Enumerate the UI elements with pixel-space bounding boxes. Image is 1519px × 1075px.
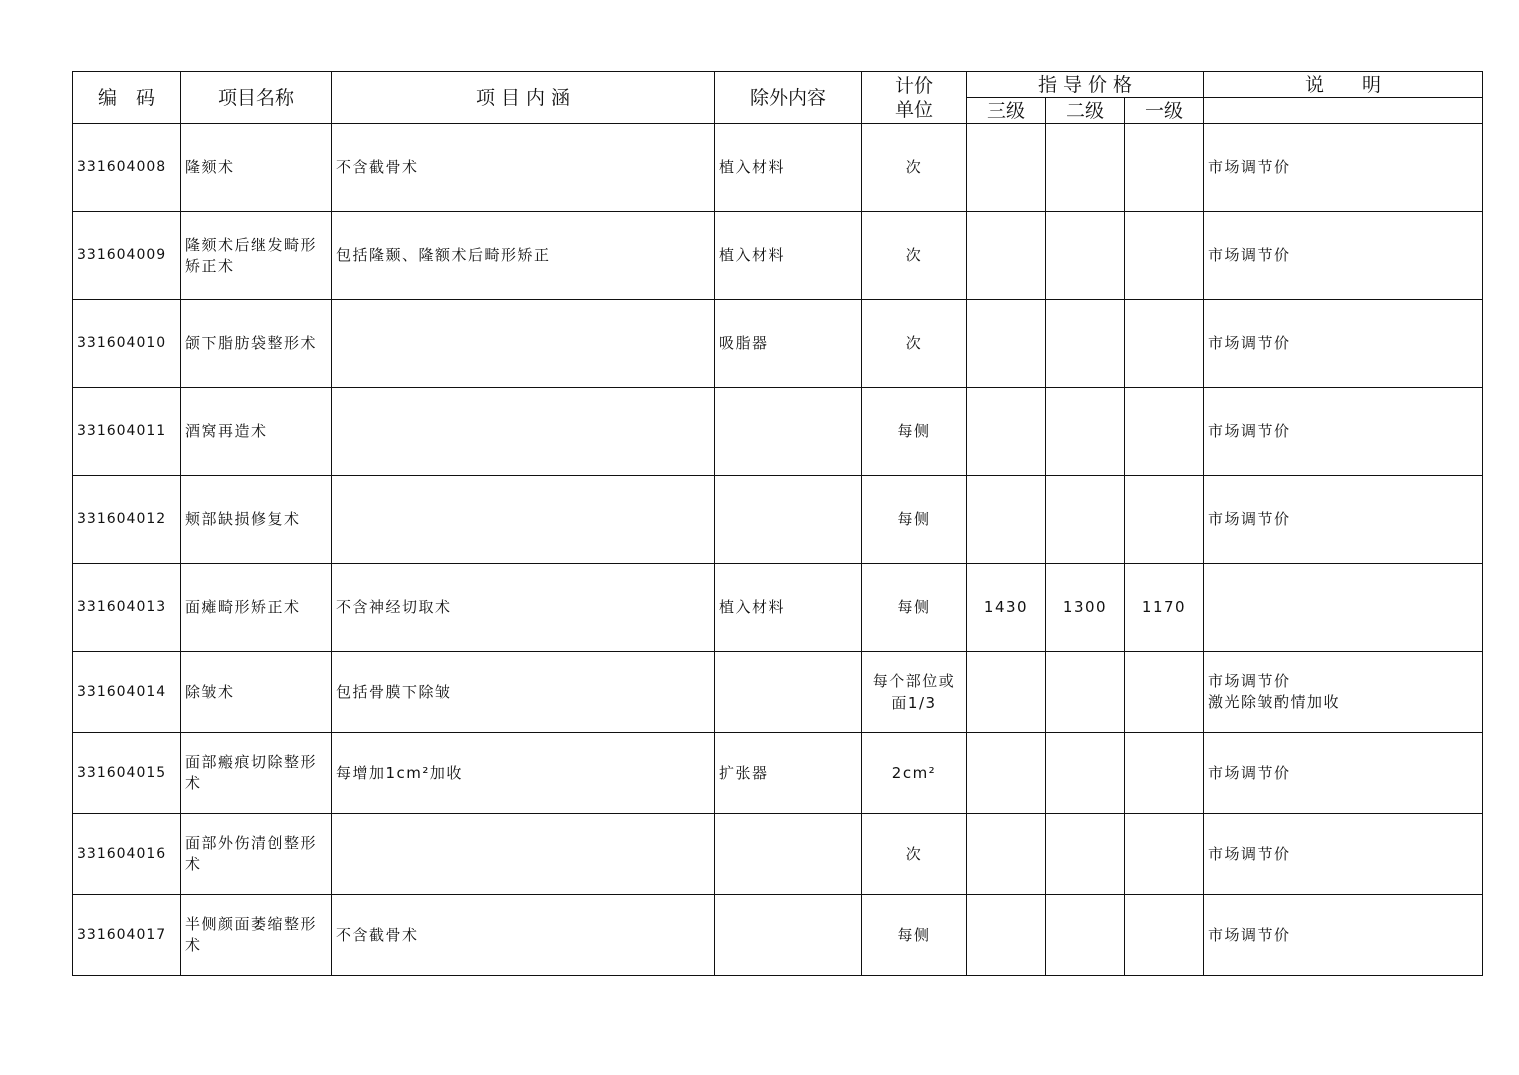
cell-exclusions — [715, 388, 862, 476]
cell-price-level3 — [967, 124, 1046, 212]
cell-notes — [1204, 564, 1483, 652]
cell-content: 不含截骨术 — [332, 895, 715, 976]
table-header — [73, 72, 1483, 124]
cell-price-level3 — [967, 476, 1046, 564]
cell-exclusions: 扩张器 — [715, 733, 862, 814]
header-notes: 说 明 — [1204, 72, 1483, 98]
cell-exclusions: 植入材料 — [715, 124, 862, 212]
cell-price-level2 — [1046, 124, 1125, 212]
cell-code: 331604008 — [73, 124, 181, 212]
header-unit — [862, 72, 967, 124]
header-level3: 三级 — [967, 98, 1046, 124]
table-row — [73, 124, 1483, 212]
cell-unit: 次 — [862, 300, 967, 388]
cell-exclusions — [715, 652, 862, 733]
cell-item-name: 颊部缺损修复术 — [181, 476, 332, 564]
cell-item-name: 半侧颜面萎缩整形术 — [181, 895, 332, 976]
cell-price-level3 — [967, 300, 1046, 388]
cell-price-level2 — [1046, 212, 1125, 300]
table-row — [73, 212, 1483, 300]
header-unit-line2: 单位 — [894, 98, 933, 121]
header-level2: 二级 — [1046, 98, 1125, 124]
cell-price-level2: 1300 — [1046, 564, 1125, 652]
header-exclusions: 除外内容 — [715, 72, 862, 124]
cell-price-level3 — [967, 895, 1046, 976]
cell-item-name: 面部瘢痕切除整形术 — [181, 733, 332, 814]
price-table — [72, 71, 1483, 976]
cell-price-level1 — [1125, 814, 1204, 895]
note-line: 市场调节价 — [1208, 510, 1291, 528]
note-line: 市场调节价 — [1208, 844, 1291, 863]
cell-notes — [1204, 388, 1483, 476]
cell-unit: 每个部位或面1/3 — [862, 652, 967, 733]
table-row — [73, 300, 1483, 388]
table-row — [73, 814, 1483, 895]
cell-content — [332, 388, 715, 476]
note-line: 市场调节价 — [1208, 334, 1291, 352]
cell-code: 331604016 — [73, 814, 181, 895]
cell-code: 331604010 — [73, 300, 181, 388]
table-row — [73, 733, 1483, 814]
cell-item-name: 面部外伤清创整形术 — [181, 814, 332, 895]
cell-notes — [1204, 814, 1483, 895]
table-row — [73, 476, 1483, 564]
note-line: 市场调节价 — [1208, 422, 1291, 440]
cell-price-level1 — [1125, 652, 1204, 733]
note-line: 市场调节价 — [1208, 672, 1291, 690]
cell-exclusions — [715, 895, 862, 976]
cell-item-name: 除皱术 — [181, 652, 332, 733]
cell-price-level2 — [1046, 733, 1125, 814]
cell-content — [332, 476, 715, 564]
note-line: 市场调节价 — [1208, 158, 1291, 176]
cell-code: 331604011 — [73, 388, 181, 476]
cell-unit: 2cm² — [862, 733, 967, 814]
table-row — [73, 564, 1483, 652]
cell-price-level1 — [1125, 300, 1204, 388]
cell-price-level3 — [967, 212, 1046, 300]
cell-price-level2 — [1046, 388, 1125, 476]
cell-content: 不含截骨术 — [332, 124, 715, 212]
cell-notes — [1204, 300, 1483, 388]
cell-unit: 每侧 — [862, 388, 967, 476]
header-code: 编 码 — [73, 72, 181, 124]
cell-price-level2 — [1046, 814, 1125, 895]
header-level1: 一级 — [1125, 98, 1204, 124]
cell-code: 331604014 — [73, 652, 181, 733]
cell-notes — [1204, 733, 1483, 814]
cell-price-level3 — [967, 814, 1046, 895]
cell-item-name: 隆颏术后继发畸形矫正术 — [181, 212, 332, 300]
note-line: 激光除皱酌情加收 — [1208, 693, 1341, 711]
cell-exclusions: 植入材料 — [715, 564, 862, 652]
table-row — [73, 652, 1483, 733]
cell-code: 331604017 — [73, 895, 181, 976]
cell-code: 331604012 — [73, 476, 181, 564]
cell-code: 331604015 — [73, 733, 181, 814]
cell-unit: 每侧 — [862, 564, 967, 652]
cell-price-level3 — [967, 733, 1046, 814]
cell-exclusions: 植入材料 — [715, 212, 862, 300]
cell-notes — [1204, 124, 1483, 212]
cell-content — [332, 300, 715, 388]
cell-price-level2 — [1046, 895, 1125, 976]
table-row — [73, 895, 1483, 976]
cell-notes — [1204, 476, 1483, 564]
cell-item-name: 隆颏术 — [181, 124, 332, 212]
cell-item-name: 颌下脂肪袋整形术 — [181, 300, 332, 388]
cell-price-level1 — [1125, 212, 1204, 300]
cell-notes — [1204, 212, 1483, 300]
cell-price-level2 — [1046, 652, 1125, 733]
cell-price-level1 — [1125, 476, 1204, 564]
cell-unit: 次 — [862, 814, 967, 895]
cell-price-level1 — [1125, 895, 1204, 976]
cell-exclusions: 吸脂器 — [715, 300, 862, 388]
cell-unit: 次 — [862, 212, 967, 300]
cell-exclusions — [715, 476, 862, 564]
note-line: 市场调节价 — [1208, 246, 1291, 264]
cell-exclusions — [715, 814, 862, 895]
cell-price-level2 — [1046, 300, 1125, 388]
header-guide-price: 指 导 价 格 — [967, 72, 1204, 98]
cell-notes — [1204, 895, 1483, 976]
header-content: 项 目 内 涵 — [332, 72, 715, 124]
cell-price-level1 — [1125, 733, 1204, 814]
header-notes-blank — [1204, 98, 1483, 124]
cell-content: 包括骨膜下除皱 — [332, 652, 715, 733]
cell-content: 包括隆颞、隆额术后畸形矫正 — [332, 212, 715, 300]
note-line: 市场调节价 — [1208, 925, 1291, 944]
header-unit-line1: 计价 — [894, 74, 933, 97]
cell-unit: 每侧 — [862, 476, 967, 564]
cell-code: 331604013 — [73, 564, 181, 652]
cell-price-level1 — [1125, 124, 1204, 212]
cell-content: 不含神经切取术 — [332, 564, 715, 652]
cell-content — [332, 814, 715, 895]
header-name: 项目名称 — [181, 72, 332, 124]
cell-price-level1: 1170 — [1125, 564, 1204, 652]
cell-item-name: 酒窝再造术 — [181, 388, 332, 476]
cell-price-level3: 1430 — [967, 564, 1046, 652]
table-body — [73, 124, 1483, 976]
cell-price-level1 — [1125, 388, 1204, 476]
cell-price-level3 — [967, 652, 1046, 733]
cell-code: 331604009 — [73, 212, 181, 300]
cell-price-level2 — [1046, 476, 1125, 564]
cell-notes — [1204, 652, 1483, 733]
cell-unit: 每侧 — [862, 895, 967, 976]
cell-content: 每增加1cm²加收 — [332, 733, 715, 814]
cell-price-level3 — [967, 388, 1046, 476]
table-row — [73, 388, 1483, 476]
cell-unit: 次 — [862, 124, 967, 212]
cell-item-name: 面瘫畸形矫正术 — [181, 564, 332, 652]
note-line: 市场调节价 — [1208, 763, 1291, 782]
